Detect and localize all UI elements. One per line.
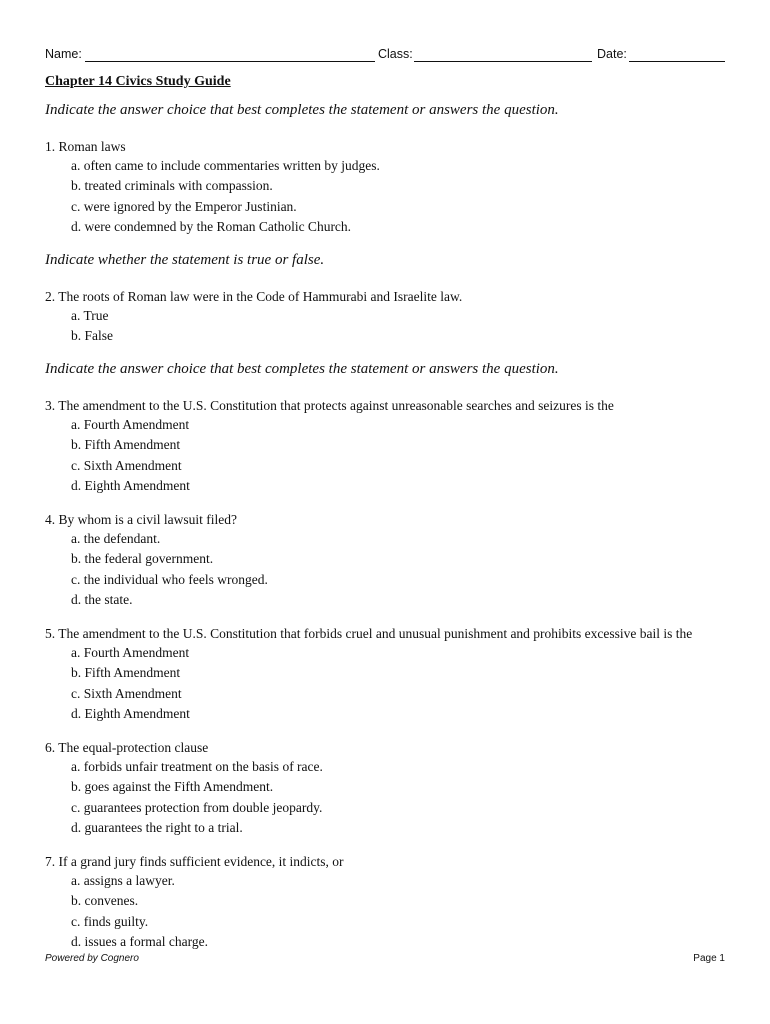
question-1 <box>45 137 380 237</box>
answer-option: d. Eighth Amendment <box>71 705 190 721</box>
question-stem: 1. Roman laws <box>45 139 126 154</box>
answer-option: b. False <box>71 328 113 344</box>
answer-option: a. often came to include commentaries written by judges. <box>71 158 380 173</box>
answer-option: a. Fourth Amendment <box>71 645 190 660</box>
answer-option: b. Fifth Amendment <box>71 665 181 681</box>
date-field[interactable] <box>629 61 725 62</box>
answer-option: b. the federal government. <box>71 551 214 567</box>
answer-option: b. Fifth Amendment <box>71 437 181 453</box>
answer-option: d. issues a formal charge. <box>71 933 208 949</box>
question-6 <box>45 738 323 838</box>
question-7 <box>45 852 344 952</box>
name-field[interactable] <box>85 61 375 62</box>
answer-option: b. convenes. <box>71 893 139 909</box>
section-instruction-tf: Indicate whether the statement is true or false. <box>45 252 325 268</box>
class-field[interactable] <box>414 61 592 62</box>
answer-option: c. finds guilty. <box>71 913 149 929</box>
page-number: Page 1 <box>693 953 725 964</box>
question-4 <box>45 510 268 610</box>
answer-option: a. True <box>71 308 109 323</box>
question-stem: 6. The equal-protection clause <box>45 740 209 755</box>
page-title: Chapter 14 Civics Study Guide <box>45 74 231 89</box>
answer-option: d. the state. <box>71 591 133 607</box>
class-label: Class: <box>378 47 413 61</box>
answer-option: a. the defendant. <box>71 531 161 546</box>
question-stem: 5. The amendment to the U.S. Constitution that forbids cruel and unusual punishment and prohibits excessive bail is the <box>45 626 693 641</box>
answer-option: a. forbids unfair treatment on the basis of race. <box>71 759 323 774</box>
answer-option: c. were ignored by the Emperor Justinian. <box>71 198 297 214</box>
answer-option: a. assigns a lawyer. <box>71 873 175 888</box>
answer-option: c. Sixth Amendment <box>71 457 182 473</box>
section-instruction-mc: Indicate the answer choice that best completes the statement or answers the question. <box>45 361 559 377</box>
question-5 <box>45 624 692 724</box>
answer-option: c. guarantees protection from double jeopardy. <box>71 799 323 815</box>
question-3 <box>45 396 614 496</box>
section-instruction-mc: Indicate the answer choice that best completes the statement or answers the question. <box>45 102 559 118</box>
answer-option: d. Eighth Amendment <box>71 477 190 493</box>
question-stem: 7. If a grand jury finds sufficient evidence, it indicts, or <box>45 854 344 869</box>
question-2 <box>45 287 462 347</box>
question-stem: 4. By whom is a civil lawsuit filed? <box>45 512 237 527</box>
powered-by-note: Powered by Cognero <box>45 953 139 964</box>
answer-option: c. the individual who feels wronged. <box>71 571 268 587</box>
name-label: Name: <box>45 47 82 61</box>
answer-option: d. were condemned by the Roman Catholic Church. <box>71 218 352 234</box>
question-stem: 2. The roots of Roman law were in the Code of Hammurabi and Israelite law. <box>45 289 463 304</box>
answer-option: b. treated criminals with compassion. <box>71 178 273 194</box>
answer-option: d. guarantees the right to a trial. <box>71 819 243 835</box>
question-stem: 3. The amendment to the U.S. Constitution that protects against unreasonable searches and seizures is the <box>45 398 614 413</box>
answer-option: a. Fourth Amendment <box>71 417 190 432</box>
answer-option: c. Sixth Amendment <box>71 685 182 701</box>
header-fields <box>45 45 725 65</box>
date-label: Date: <box>597 47 627 61</box>
answer-option: b. goes against the Fifth Amendment. <box>71 779 274 795</box>
